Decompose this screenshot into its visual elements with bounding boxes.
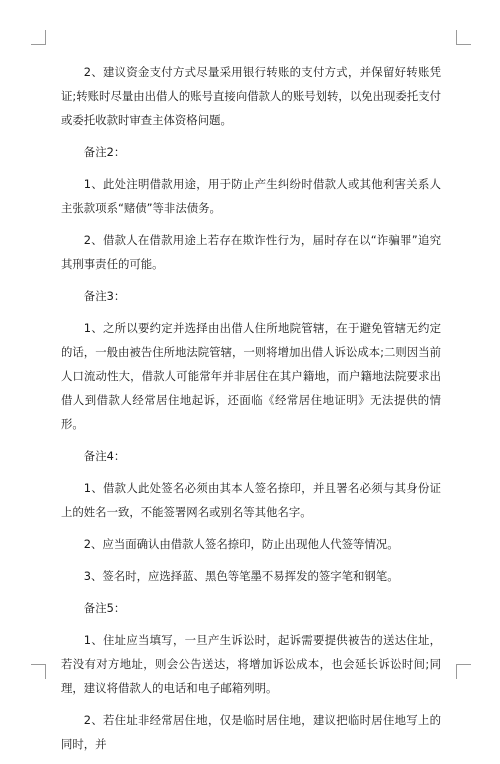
document-body (61, 60, 441, 764)
paragraph: 2、若住址非经常居住地，仅是临时居住地，建议把临时居住地写上的同时，并 (61, 713, 441, 751)
crop-mark-bottom-right (456, 664, 471, 679)
note-heading: 备注5： (83, 601, 126, 615)
crop-mark-top-right (456, 30, 471, 45)
paragraph: 2、借款人在借款用途上若存在欺诈性行为，届时存在以“诈骗罪”追究其刑事责任的可能。 (61, 233, 441, 271)
paragraph: 1、住址应当填写，一旦产生诉讼时，起诉需要提供被告的送达住址，若没有对方地址，则会公告送达，将增加诉讼成本，也会延长诉讼时间;同理，建议将借款人的电话和电子邮箱列明。 (61, 633, 441, 695)
paragraph: 1、借款人此处签名必须由其本人签名捺印，并且署名必须与其身份证上的姓名一致，不能签署网名或别名等其他名字。 (61, 481, 441, 519)
paragraph: 3、签名时，应选择蓝、黑色等笔墨不易挥发的签字笔和钢笔。 (83, 569, 399, 583)
note-heading: 备注2： (83, 145, 126, 159)
crop-mark-top-left (31, 30, 46, 45)
note-heading: 备注3： (83, 289, 126, 303)
crop-mark-bottom-left (31, 664, 46, 679)
paragraph: 2、应当面确认由借款人签名捺印，防止出现他人代签等情况。 (83, 537, 399, 551)
note-heading: 备注4： (83, 449, 126, 463)
paragraph: 1、此处注明借款用途，用于防止产生纠纷时借款人或其他利害关系人主张款项系“赌债”等非法债务。 (61, 177, 441, 215)
paragraph: 2、建议资金支付方式尽量采用银行转账的支付方式，并保留好转账凭证;转账时尽量由出借人的账号直接向借款人的账号划转，以免出现委托支付或委托收款时审查主体资格问题。 (61, 65, 441, 127)
paragraph: 1、之所以要约定并选择由出借人住所地院管辖，在于避免管辖无约定的话，一般由被告住所地法院管辖，一则将增加出借人诉讼成本;二则因当前人口流动性大，借款人可能常年并非居住在其户籍地，而户籍地法院要求出借人到借款人经常居住地起诉，还面临《经常居住地证明》无法提供的情形。 (61, 321, 441, 431)
